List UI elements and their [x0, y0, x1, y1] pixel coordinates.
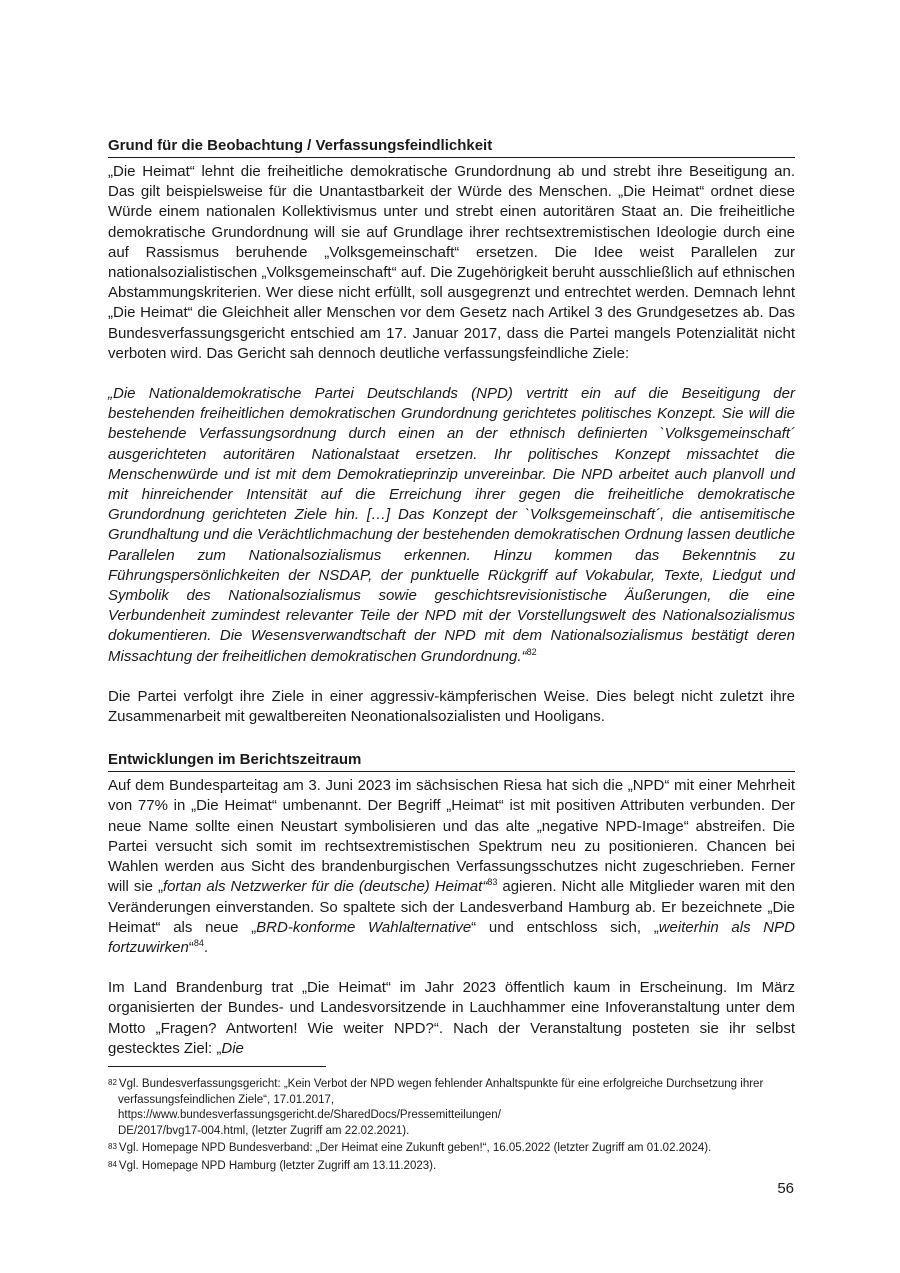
footnote-ref-82[interactable]: 82: [526, 646, 537, 657]
text-run: “: [188, 938, 194, 956]
text-run: agieren. Nicht alle Mitglieder waren mit den Veränderungen einverstanden. So spaltete sich der Landesverband Hamburg ab. Er bezeichnete „Die Heimat“ als neue „: [108, 878, 795, 936]
paragraph-grund: „Die Heimat“ lehnt die freiheitliche demokratische Grundordnung ab und strebt ihre Beseitigung an. Das gilt beispielsweise für die Unantastbarkeit der Würde des Menschen. „Die Heimat“ ordnet diese Würde einem nationalen Kollektivismus unter und strebt einen autoritären Staat an. Die freiheitliche demokratische Grundordnung will sie auf Grundlage ihrer rechtsextremistischen Ideologie durch eine auf Rassismus beruhende „Volksgemeinschaft“ ersetzen. Die Idee weist Parallelen zur nationalsozialistischen „Volksgemeinschaft“ auf. Die Zugehörigkeit beruht ausschließlich auf ethnischen Abstammungskriterien. Wer diese nicht erfüllt, soll ausgegrenzt und entrechtet werden. Demnach lehnt „Die Heimat“ die Gleichheit aller Menschen vor dem Gesetz nach Artikel 3 des Grundgesetzes ab. Das Bundesverfassungsgericht entschied am 17. Januar 2017, dass die Partei mangels Potenzialität nicht verboten wird. Das Gericht sah dennoch deutliche verfassungsfeindliche Ziele:: [108, 163, 795, 362]
paragraph-aggressiv: Die Partei verfolgt ihre Ziele in einer aggressiv-kämpferischen Weise. Dies belegt nicht zuletzt ihre Zusammenarbeit mit gewaltbereiten Neonationalsozialisten und Hooligans.: [108, 687, 795, 726]
footnote-number: 84: [108, 1159, 117, 1169]
footnote-text: Vgl. Bundesverfassungsgericht: „Kein Verbot der NPD wegen fehlender Anhaltspunkte für eine erfolgreiche Durchsetzung ihrer verfassungsfeindlichen Ziele“, 17.01.2017,: [118, 1078, 764, 1106]
paragraph-brandenburg: [108, 978, 795, 1059]
footnote-83: [108, 1139, 795, 1157]
text-run: “ und entschloss sich, „: [471, 918, 659, 936]
footnotes: [108, 1066, 795, 1174]
section-heading-verfassungsfeindlichkeit: Grund für die Beobachtung / Verfassungsfeindlichkeit: [108, 136, 795, 158]
footnote-84: [108, 1157, 795, 1175]
document-body: [108, 136, 795, 1059]
text-run: .: [203, 938, 209, 956]
text-run: Im Land Brandenburg trat „Die Heimat“ im Jahr 2023 öffentlich kaum in Erscheinung. Im März organisierten der Bundes- und Landesvorsitzende in Lauchhammer eine Infoveranstaltung unter dem Motto „Fragen? Antworten! Wie weiter NPD?“. Nach der Veranstaltung posteten sie ihr selbst gestecktes Ziel: „: [108, 979, 795, 1057]
italic-run: Die: [221, 1039, 244, 1057]
section-heading-entwicklungen: Entwicklungen im Berichtszeitraum: [108, 750, 795, 772]
footnote-text: Vgl. Homepage NPD Hamburg (letzter Zugriff am 13.11.2023).: [118, 1159, 437, 1172]
italic-quote-brd: BRD-konforme Wahlalternative: [256, 918, 472, 936]
italic-quote-netzwerker: fortan als Netzwerker für die (deutsche) Heimat“: [163, 878, 488, 896]
page-number: 56: [777, 1180, 794, 1197]
footnote-text: Vgl. Homepage NPD Bundesverband: „Der Heimat eine Zukunft geben!“, 16.05.2022 (letzter Zugriff am 01.02.2024).: [118, 1142, 712, 1154]
footnote-url[interactable]: https://www.bundesverfassungsgericht.de/SharedDocs/Pressemitteilungen/: [118, 1109, 501, 1121]
footnote-url-cont: DE/2017/bvg17-004.html, (letzter Zugriff am 22.02.2021).: [118, 1124, 410, 1137]
footnote-number: 83: [108, 1142, 117, 1151]
italic-quote-fortzuwirken: weiterhin als NPD fortzuwirken: [108, 918, 795, 956]
court-quote: [108, 384, 795, 667]
section-entwicklungen: [108, 750, 795, 1059]
court-quote-text: „Die Nationaldemokratische Partei Deutschlands (NPD) vertritt ein auf die Beseitigung der bestehenden freiheitlichen demokratischen Grundordnung gerichtetes politisches Konzept. Sie will die bestehende Verfassungsordnung durch einen an der ethnisch definierten `Volksgemeinschaft´ ausgerichteten autoritären Nationalstaat ersetzen. Ihr politisches Konzept missachtet die Menschenwürde und ist mit dem Demokratieprinzip unvereinbar. Die NPD arbeitet auch planvoll und mit hinreichender Intensität auf die Erreichung ihrer gegen die freiheitliche demokratische Grundordnung gerichteten Ziele hin. […] Das Konzept der `Volksgemeinschaft´, die antisemitische Grundhaltung und die Verächtlichmachung der bestehenden demokratischen Ordnung lassen deutliche Parallelen zum Nationalsozialismus erkennen. Hinzu kommen das Bekenntnis zu Führungspersönlichkeiten der NSDAP, der punktuelle Rückgriff auf Vokabular, Texte, Liedgut und Symbolik des Nationalsozialismus sowie geschichtsrevisionistische Äußerungen, die eine Verbundenheit zumindest relevanter Teile der NPD mit der Vorstellungswelt des Nationalsozialismus dokumentieren. Die Wesensverwandtschaft der NPD mit dem Nationalsozialismus bestätigt deren Missachtung der freiheitlichen demokratischen Grundordnung.“: [108, 385, 795, 665]
paragraph-bundesparteitag: [108, 776, 795, 958]
footnote-ref-84[interactable]: 84: [193, 937, 204, 948]
footnote-ref-83[interactable]: 83: [487, 877, 498, 888]
text-run: Auf dem Bundesparteitag am 3. Juni 2023 im sächsischen Riesa hat sich die „NPD“ mit einer Mehrheit von 77% in „Die Heimat“ umbenannt. Der Begriff „Heimat“ ist mit positiven Attributen verbunden. Der neue Name sollte einen Neustart symbolisieren und das alte „negative NPD-Image“ abstreifen. Die Partei versucht sich somit im rechtsextremistischen Spektrum neu zu positionieren. Chancen bei Wahlen werden aus Sicht des brandenburgischen Verfassungsschutzes nicht zugeschrieben. Ferner will sie „: [108, 777, 795, 896]
footnote-82: [108, 1075, 795, 1139]
footnote-number: 82: [108, 1078, 117, 1087]
footnote-divider: [108, 1066, 326, 1067]
